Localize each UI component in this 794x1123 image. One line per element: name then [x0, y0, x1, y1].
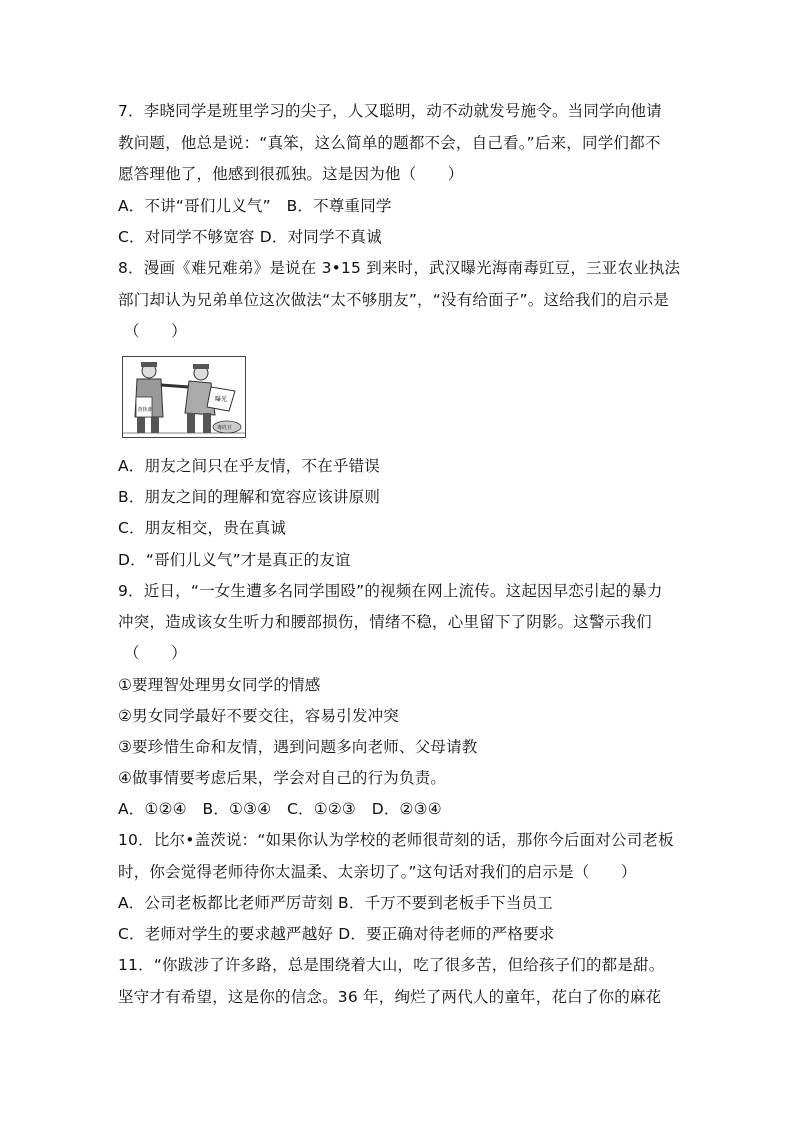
q10-option-cd: C．老师对学生的要求越严越好 D．要正确对待老师的严格要求 [118, 925, 555, 943]
q7-option-ab: A．不讲“哥们儿义气” B．不尊重同学 [118, 197, 392, 215]
cartoon-sign-right: 曝光 [215, 396, 228, 403]
q8-option-d: D．“哥们儿义气”才是真正的友谊 [118, 551, 351, 569]
q9-options: A．①②④ B．①③④ C．①②③ D．②③④ [118, 800, 442, 818]
q9-statement-3: ③要珍惜生命和友情，遇到问题多向老师、父母请教 [118, 738, 478, 756]
q7-option-cd: C．对同学不够宽容 D．对同学不真诚 [118, 228, 382, 246]
q9-stem-line-1: 9．近日，“一女生遭多名同学围殴”的视频在网上流传。这起因早恋引起的暴力 [118, 582, 663, 600]
q8-stem-line-1: 8．漫画《难兄难弟》是说在 3•15 到来时，武汉曝光海南毒豇豆，三亚农业执法 [118, 259, 681, 277]
q8-option-b: B．朋友之间的理解和宽容应该讲原则 [118, 488, 381, 506]
q9-stem-line-3: （ ） [124, 644, 187, 662]
q9-statement-4: ④做事情要考虑后果，学会对自己的行为负责。 [118, 769, 447, 787]
q9-statement-2: ②男女同学最好不要交往，容易引发冲突 [118, 707, 399, 725]
q8-cartoon-image [122, 356, 246, 438]
q11-stem-line-1: 11．“你跋涉了许多路，总是围绕着大山，吃了很多苦，但给孩子们的都是甜。 [118, 956, 665, 974]
q8-option-a: A．朋友之间只在乎友情，不在乎错误 [118, 457, 381, 475]
q8-stem-line-3: （ ） [124, 322, 187, 340]
q9-stem-line-2: 冲突，造成该女生听力和腰部损伤，情绪不稳，心里留下了阴影。这警示我们 [118, 613, 652, 631]
q10-stem-line-1: 10．比尔•盖茨说：“如果你认为学校的老师很苛刻的话，那你今后面对公司老板 [118, 831, 674, 849]
q9-statement-1: ①要理智处理男女同学的情感 [118, 676, 321, 694]
q10-option-ab: A．公司老板都比老师严厉苛刻 B．千万不要到老板手下当员工 [118, 894, 553, 912]
q7-stem-line-1: 7．李晓同学是班里学习的尖子，人又聪明，动不动就发号施令。当同学向他请 [118, 102, 662, 120]
q7-stem-line-2: 教问题，他总是说：“真笨，这么简单的题都不会，自己看。”后来，同学们都不 [118, 134, 661, 152]
q8-stem-line-2: 部门却认为兄弟单位这次做法“太不够朋友”，“没有给面子”。这给我们的启示是 [118, 291, 670, 309]
q11-stem-line-2: 坚守才有希望，这是你的信念。36 年，绚烂了两代人的童年，花白了你的麻花 [118, 988, 662, 1006]
cartoon-drawing [123, 357, 245, 437]
q8-option-c: C．朋友相交，贵在真诚 [118, 519, 287, 537]
q7-stem-line-3: 愿答理他了，他感到很孤独。这是因为他（ ） [118, 165, 464, 183]
q10-stem-line-2: 时，你会觉得老师待你太温柔、太亲切了。”这句话对我们的启示是（ ） [118, 863, 637, 881]
cartoon-sign-left: 查执部 [137, 407, 153, 413]
cartoon-bag-label: 毒豇豆 [217, 425, 233, 431]
